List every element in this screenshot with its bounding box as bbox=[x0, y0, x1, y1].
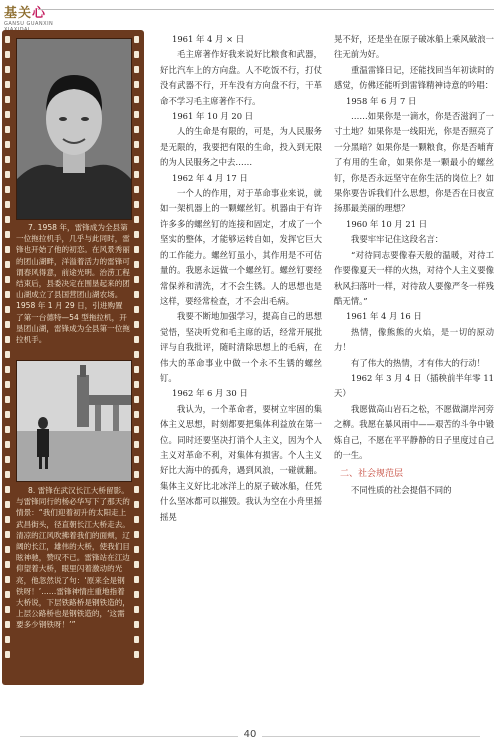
film-hole bbox=[134, 396, 139, 403]
paragraph: 我愿做高山岩石之松，不愿做湖岸河旁之柳。我愿在暴风雨中——艰苦的斗争中锻炼自己，不愿在平平静静的日子里度过自己的一生。 bbox=[334, 403, 494, 460]
film-hole bbox=[5, 456, 10, 463]
film-hole bbox=[5, 186, 10, 193]
film-hole bbox=[5, 156, 10, 163]
film-hole bbox=[134, 276, 139, 283]
film-hole bbox=[5, 216, 10, 223]
film-hole bbox=[5, 336, 10, 343]
film-hole bbox=[5, 531, 10, 538]
film-hole bbox=[5, 261, 10, 268]
logo-subtitle-1: GANSU GUANXIN bbox=[4, 21, 54, 27]
film-hole bbox=[134, 36, 139, 43]
film-hole bbox=[134, 81, 139, 88]
film-hole bbox=[134, 186, 139, 193]
film-hole bbox=[5, 126, 10, 133]
paragraph: 人的生命是有限的，可是，为人民服务是无限的，我要把有限的生命，投入到无限的为人民服务之中去…… bbox=[160, 126, 322, 168]
film-hole bbox=[5, 501, 10, 508]
film-hole bbox=[134, 51, 139, 58]
film-hole bbox=[134, 261, 139, 268]
paragraph: 不同性质的社会提倡不同的 bbox=[351, 484, 452, 495]
film-hole bbox=[134, 621, 139, 628]
film-hole bbox=[5, 516, 10, 523]
film-hole bbox=[5, 141, 10, 148]
film-hole bbox=[134, 66, 139, 73]
film-hole bbox=[134, 486, 139, 493]
film-hole bbox=[134, 576, 139, 583]
film-hole bbox=[5, 636, 10, 643]
film-hole bbox=[134, 516, 139, 523]
page-header bbox=[0, 0, 500, 27]
film-hole bbox=[134, 246, 139, 253]
film-hole bbox=[5, 396, 10, 403]
film-hole bbox=[5, 576, 10, 583]
paragraph: 我要牢牢记住这段名言： bbox=[351, 234, 444, 245]
header-rule bbox=[38, 9, 494, 10]
bridge-photo bbox=[16, 360, 132, 482]
paragraph: 有了伟大的热情，才有伟大的行动！ bbox=[351, 357, 485, 368]
film-hole bbox=[5, 366, 10, 373]
film-hole bbox=[134, 411, 139, 418]
film-hole bbox=[5, 351, 10, 358]
caption-1: 7. 1958 年，雷锋成为全县第一位拖拉机手，几乎与此同时，雷锋也开始了他的初恋。在风景秀丽的团山湖畔，洋溢着活力的雷锋可谓春风得意，前途光明。治涝工程结束后，县委决定在围垦起来的团山湖成立了县国营团山湖农场。1958 年 1 月 29 日，引进购置了第一台德特—54 型拖拉机，开垦团山湖，雷锋成为全县第一位拖拉机手。 bbox=[16, 223, 130, 345]
diary-date: 1962 年 4 月 17 日 bbox=[172, 172, 248, 183]
text-column-2 bbox=[334, 32, 494, 498]
film-hole bbox=[5, 66, 10, 73]
film-hole bbox=[5, 291, 10, 298]
logo-text-a: 基关 bbox=[4, 6, 33, 21]
film-hole bbox=[5, 201, 10, 208]
film-hole bbox=[5, 621, 10, 628]
paragraph: “对待同志要像春天般的温暖，对待工作要像夏天一样的火热，对待个人主义要像秋风扫落叶一样，对待敌人要像严冬一样残酷无情。” bbox=[334, 249, 494, 306]
film-hole bbox=[5, 231, 10, 238]
film-strip-sidebar bbox=[2, 30, 144, 685]
paragraph: 一个人的作用，对于革命事业来说，就如一架机器上的一颗螺丝钉。机器由于有许许多多的螺丝钉的连接和固定，才成了一个坚实的整体，才能够运转自如，发挥它巨大的工作能力。螺丝钉虽小，其作用是不可估量的。我愿永远做一个螺丝钉。螺丝钉要经常保养和清洗，才不会生锈。人的思想也是这样，要经常检查，才不会出毛病。 bbox=[160, 188, 322, 306]
film-hole bbox=[134, 126, 139, 133]
caption-2: 8. 雷锋在武汉长江大桥留影。与雷锋同行的杨必华写下了那天的情景：“我们迎着初升的太阳走上武昌街头，径直朝长江大桥走去。清凉的江风吹拂着我们的面颊，辽阔的长江，雄伟的大桥，使我们目眩神驰，赞叹不已。雷锋站在江边仰望着大桥，眼里闪着激动的光亮，他忽然说了句：‘原来全是钢铁呀！’……雷锋神情庄重地指着大桥说，下层铁路桥是钢铁造的，上层公路桥也是钢铁造的，‘这需要多少钢铁呀！’” bbox=[16, 486, 130, 630]
paragraph: 我要不断地加强学习，提高自己的思想觉悟，坚决听党和毛主席的话，经常开展批评与自我批评，随时清除思想上的毛病，在伟大的革命事业中做一个永不生锈的螺丝钉。 bbox=[160, 311, 322, 383]
film-hole bbox=[134, 426, 139, 433]
film-hole bbox=[5, 381, 10, 388]
page-footer bbox=[0, 728, 500, 755]
film-hole bbox=[5, 591, 10, 598]
film-hole bbox=[5, 306, 10, 313]
diary-date: 1961 年 4 月 16 日 bbox=[346, 311, 422, 322]
film-hole bbox=[134, 141, 139, 148]
diary-date: 1961 年 10 月 20 日 bbox=[172, 111, 254, 122]
paragraph: 晃不好，还是坐在原子破冰船上乘风破浪一往无前为好。 bbox=[334, 34, 494, 60]
film-hole bbox=[5, 321, 10, 328]
film-holes-left bbox=[5, 36, 12, 679]
paragraph: 毛主席著作好我来说好比粮食和武器，好比汽车上的方向盘。人不吃饭不行，打仗没有武器不行，开车没有方向盘不行，干革命不学习毛主席著作不行。 bbox=[160, 49, 322, 106]
diary-date: 1961 年 4 月 × 日 bbox=[172, 34, 245, 44]
film-hole bbox=[134, 606, 139, 613]
film-hole bbox=[5, 111, 10, 118]
film-hole bbox=[134, 111, 139, 118]
film-hole bbox=[5, 411, 10, 418]
film-hole bbox=[134, 351, 139, 358]
film-hole bbox=[5, 546, 10, 553]
film-hole bbox=[5, 246, 10, 253]
film-hole bbox=[134, 231, 139, 238]
magazine-logo bbox=[4, 2, 53, 33]
film-hole bbox=[134, 636, 139, 643]
paragraph: 1962 年 3 月 4 日（插秧前半年零 11 天） bbox=[334, 372, 494, 399]
film-hole bbox=[5, 471, 10, 478]
film-hole bbox=[5, 561, 10, 568]
film-hole bbox=[134, 561, 139, 568]
diary-date: 1958 年 6 月 7 日 bbox=[346, 95, 417, 106]
film-hole bbox=[134, 321, 139, 328]
film-hole bbox=[134, 651, 139, 658]
film-hole bbox=[5, 651, 10, 658]
film-hole bbox=[134, 531, 139, 538]
portrait-photo bbox=[16, 38, 132, 220]
film-hole bbox=[134, 366, 139, 373]
film-hole bbox=[134, 591, 139, 598]
film-hole bbox=[134, 96, 139, 103]
film-hole bbox=[134, 546, 139, 553]
diary-date: 1960 年 10 月 21 日 bbox=[346, 218, 428, 229]
film-hole bbox=[134, 201, 139, 208]
film-hole bbox=[134, 336, 139, 343]
film-hole bbox=[5, 441, 10, 448]
film-hole bbox=[5, 81, 10, 88]
film-hole bbox=[134, 306, 139, 313]
film-hole bbox=[5, 171, 10, 178]
paragraph: 重温雷锋日记，还能找回当年初读时的感觉，仿佛还能听到雷锋精神诗意的吟唱： bbox=[334, 64, 494, 91]
film-hole bbox=[134, 456, 139, 463]
film-hole bbox=[134, 156, 139, 163]
paragraph: 热情，像熊熊的火焰，是一切的原动力！ bbox=[334, 326, 494, 353]
film-hole bbox=[134, 291, 139, 298]
diary-date: 1962 年 6 月 30 日 bbox=[172, 388, 248, 399]
paragraph: ……如果你是一滴水，你是否滋润了一寸土地？如果你是一线阳光，你是否照亮了一分黑暗？如果你是一颗粮食，你是否哺育了有用的生命，如果你是一颗最小的螺丝钉，你是否永远坚守在你生活的岗位上？如果你要告诉我们什么思想，你是否在日夜宣扬那最美丽的理想？ bbox=[334, 111, 494, 214]
film-hole bbox=[5, 606, 10, 613]
film-hole bbox=[134, 441, 139, 448]
film-holes-right bbox=[134, 36, 141, 679]
paragraph: 我认为，一个革命者，要树立牢固的集体主义思想，时刻都要把集体利益放在第一位。同时还要坚决打消个人主义，因为个人主义对革命不利，对集体有损害。个人主义好比大海中的孤舟，遇到风浪，一碰就翻。集体主义好比北冰洋上的原子破冰船，任凭什么坚冰都可以摧毁。我认为空在小舟里摇摇晃 bbox=[160, 403, 322, 522]
film-hole bbox=[134, 216, 139, 223]
section-heading: 二、社会规范层 bbox=[340, 469, 404, 480]
film-hole bbox=[5, 96, 10, 103]
film-hole bbox=[5, 36, 10, 43]
film-hole bbox=[5, 51, 10, 58]
film-hole bbox=[134, 381, 139, 388]
film-hole bbox=[134, 171, 139, 178]
film-hole bbox=[5, 486, 10, 493]
film-hole bbox=[5, 276, 10, 283]
text-column-1 bbox=[160, 32, 322, 525]
film-hole bbox=[134, 501, 139, 508]
page-number: 40 bbox=[238, 729, 263, 740]
film-hole bbox=[134, 471, 139, 478]
film-hole bbox=[5, 426, 10, 433]
logo-text-b: 心 bbox=[32, 6, 47, 21]
